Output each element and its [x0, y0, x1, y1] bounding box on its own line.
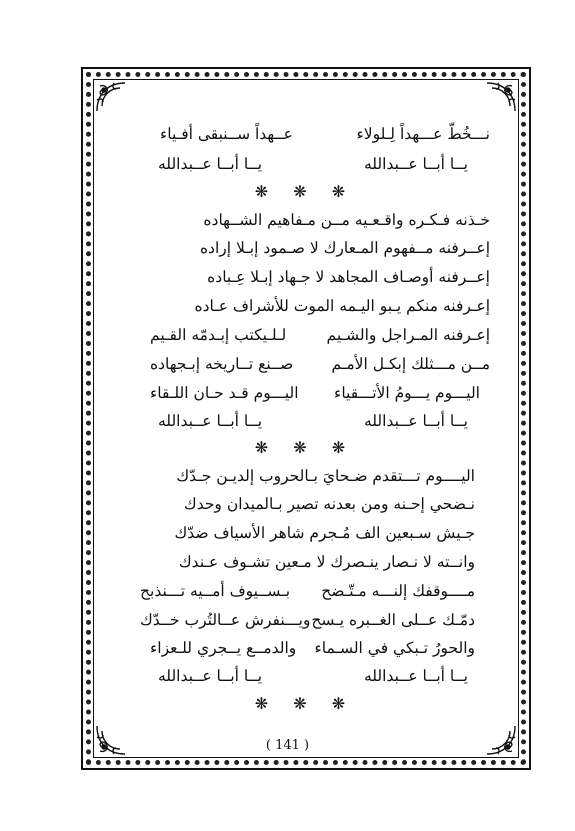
hemistich-right: مــــوقفك إلنـــه مـتّـضح [321, 582, 475, 600]
verse-line [120, 124, 490, 144]
refrain-left: يــا أبــا عــبدالله [158, 667, 263, 685]
hemistich-right: نـــخُطّ عـــهداً لِـلولاء [356, 125, 490, 143]
hemistich-left: لـلـيكتب إبـدمّه القـيم [150, 326, 287, 344]
verse-line: إعــرفنه أوصـاف المجاهد لا جـهاد إبـلا عِـباده [207, 268, 490, 286]
verse-line: جـيش سـبعين الف مُـجرم شاهر الأسياف ضدّك [174, 524, 475, 542]
refrain-line [158, 666, 468, 686]
hemistich-right: اليـــوم يـــومُ الأتـــقياء [334, 384, 480, 402]
verse-line [130, 610, 475, 630]
hemistich-left: والدمــع يــجري للـعزاء [150, 639, 297, 657]
hemistich-left: بـســيوف أمــيه تـــنذبح [140, 582, 291, 600]
corner-ornament-top-left [94, 80, 128, 114]
hemistich-right: دمّـك عــلى الغــبره يـسح [311, 611, 475, 629]
verse-line [130, 581, 475, 601]
refrain-left: يــا أبــا عــبدالله [158, 412, 263, 430]
star-separator: ❋ ❋ ❋ [254, 694, 356, 713]
hemistich-right: إعـرفنه المـراجل والشـيم [326, 326, 490, 344]
verse-line: نـضحي إحـنه ومن بعدنه تصير بـالميدان وحدك [183, 495, 475, 513]
hemistich-left: عــهداً ســنبقى أفـياء [160, 125, 293, 143]
refrain-right: يــا أبــا عــبدالله [363, 412, 468, 430]
hemistich-right: والحورُ تـبكي في السـماء [314, 639, 475, 657]
verse-line: إعـرفنه منكم يـبو اليـمه الموت للأشراف عـاده [194, 297, 490, 315]
verse-line [120, 354, 490, 374]
star-separator: ❋ ❋ ❋ [254, 438, 356, 457]
star-separator: ❋ ❋ ❋ [254, 182, 356, 201]
verse-line [130, 383, 480, 403]
verse-line [130, 638, 475, 658]
refrain-left: يــا أبــا عــبدالله [158, 155, 263, 173]
hemistich-left: اليـــوم قـد حـان اللـقاء [150, 384, 299, 402]
page-number: ( 141 ) [265, 738, 310, 753]
refrain-right: يــا أبــا عــبدالله [363, 667, 468, 685]
hemistich-left: ويـــنفرش عــالتُرب خــدّك [140, 611, 311, 629]
refrain-line [158, 411, 468, 431]
hemistich-left: صــنع تــاريخه إبـجهاده [150, 355, 294, 373]
verse-line: خـذنه فـكـره واقـعـيه مــن مـفاهيم الشــهاده [203, 211, 490, 229]
verse-line [120, 325, 490, 345]
hemistich-right: مــن مـــثلك إبكـل الأمـم [331, 355, 490, 373]
refrain-line [158, 154, 468, 174]
refrain-right: يــا أبــا عــبدالله [363, 155, 468, 173]
verse-line: اليــــوم تـــتقدم ضـحايَ بـالحروب إلديـن جـدّك [176, 467, 475, 485]
corner-ornament-top-right [484, 80, 518, 114]
verse-line: إعــرفنه مــفهوم المـعارك لا صـمود إبـلا إراده [199, 239, 490, 257]
verse-line: وانــته لا نـصار ينـصرك لا مـعين تشـوف عـندك [178, 553, 475, 571]
